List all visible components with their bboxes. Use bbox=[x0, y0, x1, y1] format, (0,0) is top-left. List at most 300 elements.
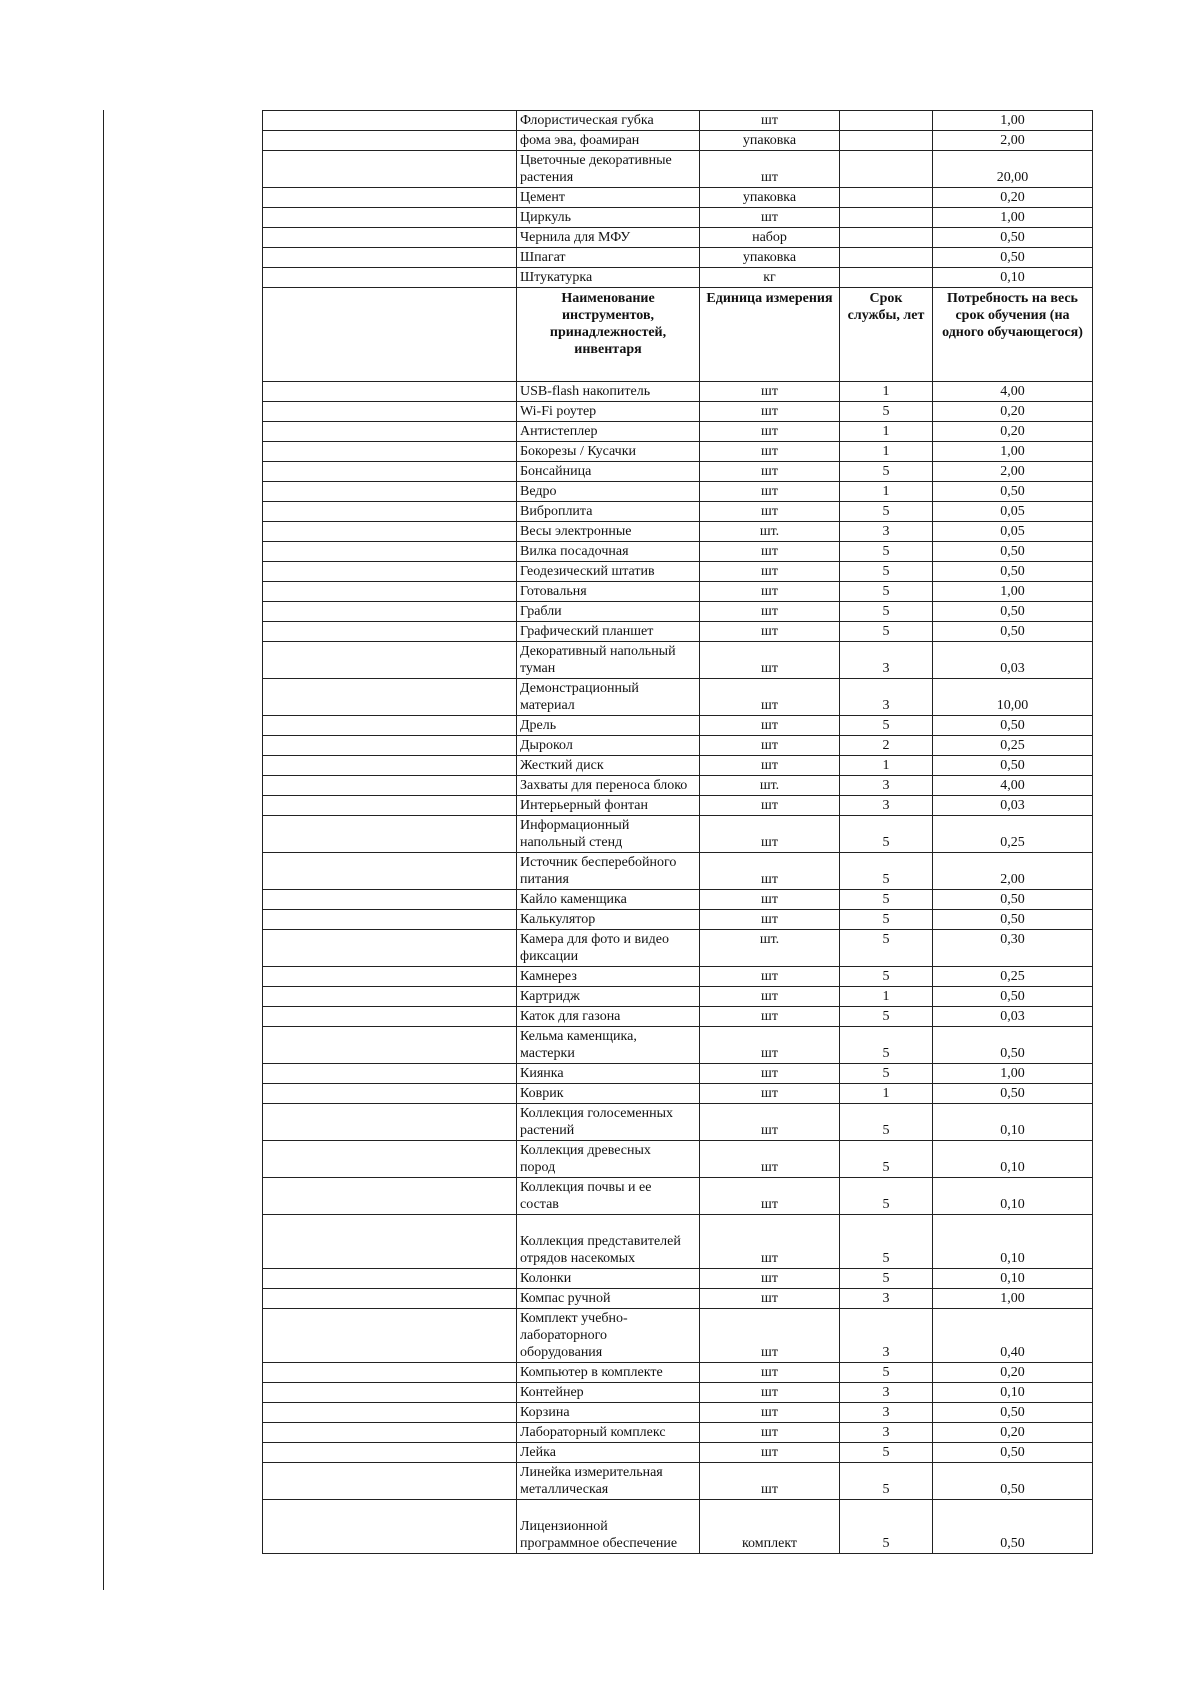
table-row bbox=[263, 910, 1093, 930]
item-name: Коллекция голосеменных растений bbox=[517, 1104, 700, 1141]
item-name: Источник бесперебойного питания bbox=[517, 853, 700, 890]
item-unit: шт bbox=[700, 151, 840, 188]
blank-cell bbox=[263, 228, 517, 248]
item-name: Циркуль bbox=[517, 208, 700, 228]
table-row bbox=[263, 930, 1093, 967]
item-service-life: 1 bbox=[840, 756, 933, 776]
item-service-life: 5 bbox=[840, 853, 933, 890]
item-name: Коврик bbox=[517, 1084, 700, 1104]
blank-cell bbox=[263, 1027, 517, 1064]
table-row bbox=[263, 582, 1093, 602]
item-name: Камера для фото и видео фиксации bbox=[517, 930, 700, 967]
table-row bbox=[263, 131, 1093, 151]
item-service-life bbox=[840, 111, 933, 131]
item-unit: шт bbox=[700, 642, 840, 679]
item-requirement: 1,00 bbox=[933, 208, 1093, 228]
item-service-life: 1 bbox=[840, 1084, 933, 1104]
blank-cell bbox=[263, 382, 517, 402]
blank-cell bbox=[263, 522, 517, 542]
table-row bbox=[263, 1084, 1093, 1104]
table-row bbox=[263, 1309, 1093, 1363]
item-unit: шт bbox=[700, 796, 840, 816]
table-row bbox=[263, 402, 1093, 422]
item-unit: шт bbox=[700, 1463, 840, 1500]
blank-cell bbox=[263, 1363, 517, 1383]
item-unit: шт bbox=[700, 679, 840, 716]
blank-cell bbox=[263, 1104, 517, 1141]
item-requirement: 0,20 bbox=[933, 1423, 1093, 1443]
blank-cell bbox=[263, 1309, 517, 1363]
blank-cell bbox=[263, 1289, 517, 1309]
item-requirement: 0,20 bbox=[933, 422, 1093, 442]
item-name: Грабли bbox=[517, 602, 700, 622]
table-row bbox=[263, 1423, 1093, 1443]
blank-cell bbox=[263, 930, 517, 967]
table-row bbox=[263, 1463, 1093, 1500]
table-row bbox=[263, 890, 1093, 910]
item-name: Коллекция почвы и ее состав bbox=[517, 1178, 700, 1215]
item-requirement: 0,10 bbox=[933, 1215, 1093, 1269]
item-requirement: 0,50 bbox=[933, 228, 1093, 248]
item-name: Wi-Fi роутер bbox=[517, 402, 700, 422]
item-name: Кельма каменщика, мастерки bbox=[517, 1027, 700, 1064]
item-unit: упаковка bbox=[700, 131, 840, 151]
item-unit: шт bbox=[700, 1269, 840, 1289]
blank-cell bbox=[263, 151, 517, 188]
item-name: Каток для газона bbox=[517, 1007, 700, 1027]
table-row bbox=[263, 1383, 1093, 1403]
item-requirement: 2,00 bbox=[933, 462, 1093, 482]
item-requirement: 0,03 bbox=[933, 642, 1093, 679]
item-unit: шт bbox=[700, 1309, 840, 1363]
table-row bbox=[263, 1363, 1093, 1383]
item-service-life: 5 bbox=[840, 1178, 933, 1215]
item-unit: кг bbox=[700, 268, 840, 288]
item-service-life: 5 bbox=[840, 1007, 933, 1027]
item-requirement: 1,00 bbox=[933, 582, 1093, 602]
item-service-life: 3 bbox=[840, 796, 933, 816]
blank-cell bbox=[263, 1064, 517, 1084]
item-unit: шт bbox=[700, 910, 840, 930]
item-unit: шт bbox=[700, 1403, 840, 1423]
table-row bbox=[263, 756, 1093, 776]
item-requirement: 20,00 bbox=[933, 151, 1093, 188]
item-unit: шт bbox=[700, 967, 840, 987]
blank-cell bbox=[263, 1463, 517, 1500]
item-requirement: 10,00 bbox=[933, 679, 1093, 716]
item-unit: шт bbox=[700, 208, 840, 228]
blank-cell bbox=[263, 679, 517, 716]
table-row bbox=[263, 502, 1093, 522]
table-row bbox=[263, 816, 1093, 853]
item-requirement: 0,50 bbox=[933, 248, 1093, 268]
item-requirement: 0,10 bbox=[933, 1383, 1093, 1403]
table-row bbox=[263, 1141, 1093, 1178]
item-name: Линейка измерительная металлическая bbox=[517, 1463, 700, 1500]
item-name: Камнерез bbox=[517, 967, 700, 987]
table-row bbox=[263, 679, 1093, 716]
item-service-life: 5 bbox=[840, 716, 933, 736]
table-row bbox=[263, 208, 1093, 228]
blank-cell bbox=[263, 1500, 517, 1554]
table-row bbox=[263, 602, 1093, 622]
item-name: Штукатурка bbox=[517, 268, 700, 288]
item-unit: шт bbox=[700, 602, 840, 622]
item-service-life: 5 bbox=[840, 1463, 933, 1500]
blank-cell bbox=[263, 1215, 517, 1269]
item-service-life: 5 bbox=[840, 910, 933, 930]
item-unit: шт bbox=[700, 582, 840, 602]
item-requirement: 0,50 bbox=[933, 482, 1093, 502]
item-service-life: 5 bbox=[840, 1215, 933, 1269]
item-unit: шт bbox=[700, 890, 840, 910]
item-name: Бокорезы / Кусачки bbox=[517, 442, 700, 462]
item-service-life: 5 bbox=[840, 1027, 933, 1064]
table-row bbox=[263, 796, 1093, 816]
blank-cell bbox=[263, 502, 517, 522]
item-unit: шт bbox=[700, 462, 840, 482]
item-name: Шпагат bbox=[517, 248, 700, 268]
item-service-life: 5 bbox=[840, 582, 933, 602]
item-requirement: 0,50 bbox=[933, 622, 1093, 642]
item-requirement: 0,50 bbox=[933, 890, 1093, 910]
item-service-life: 3 bbox=[840, 1423, 933, 1443]
item-service-life: 3 bbox=[840, 1289, 933, 1309]
item-name: Картридж bbox=[517, 987, 700, 1007]
item-requirement: 0,20 bbox=[933, 402, 1093, 422]
item-unit: упаковка bbox=[700, 188, 840, 208]
item-name: Колонки bbox=[517, 1269, 700, 1289]
blank-cell bbox=[263, 736, 517, 756]
table-row bbox=[263, 248, 1093, 268]
item-service-life: 5 bbox=[840, 562, 933, 582]
item-unit: шт bbox=[700, 987, 840, 1007]
item-requirement: 0,50 bbox=[933, 910, 1093, 930]
item-unit: шт bbox=[700, 1289, 840, 1309]
item-name: Лицензионной программное обеспечение bbox=[517, 1500, 700, 1554]
item-requirement: 1,00 bbox=[933, 1064, 1093, 1084]
item-unit: шт bbox=[700, 1383, 840, 1403]
item-unit: шт bbox=[700, 1178, 840, 1215]
item-name: Калькулятор bbox=[517, 910, 700, 930]
item-service-life: 5 bbox=[840, 1443, 933, 1463]
table-row bbox=[263, 268, 1093, 288]
table-row bbox=[263, 382, 1093, 402]
item-service-life: 5 bbox=[840, 816, 933, 853]
item-requirement: 0,10 bbox=[933, 1141, 1093, 1178]
item-service-life: 3 bbox=[840, 679, 933, 716]
item-service-life: 5 bbox=[840, 1104, 933, 1141]
blank-cell bbox=[263, 776, 517, 796]
blank-cell bbox=[263, 1007, 517, 1027]
blank-cell bbox=[263, 542, 517, 562]
item-name: Интерьерный фонтан bbox=[517, 796, 700, 816]
item-unit: шт bbox=[700, 1084, 840, 1104]
item-service-life bbox=[840, 208, 933, 228]
item-unit: шт bbox=[700, 1027, 840, 1064]
item-service-life: 5 bbox=[840, 1363, 933, 1383]
table-row bbox=[263, 716, 1093, 736]
table-row bbox=[263, 987, 1093, 1007]
item-name: Информационный напольный стенд bbox=[517, 816, 700, 853]
item-unit: комплект bbox=[700, 1500, 840, 1554]
blank-cell bbox=[263, 622, 517, 642]
table-row bbox=[263, 1007, 1093, 1027]
item-requirement: 2,00 bbox=[933, 131, 1093, 151]
item-service-life: 5 bbox=[840, 1064, 933, 1084]
item-unit: шт bbox=[700, 1443, 840, 1463]
table-row bbox=[263, 1178, 1093, 1215]
blank-cell bbox=[263, 188, 517, 208]
table-row bbox=[263, 1443, 1093, 1463]
item-name: Кайло каменщика bbox=[517, 890, 700, 910]
blank-cell bbox=[263, 582, 517, 602]
item-unit: шт bbox=[700, 1104, 840, 1141]
item-service-life bbox=[840, 268, 933, 288]
item-unit: шт bbox=[700, 111, 840, 131]
item-service-life: 5 bbox=[840, 1141, 933, 1178]
blank-cell bbox=[263, 1178, 517, 1215]
item-service-life: 1 bbox=[840, 987, 933, 1007]
item-requirement: 0,20 bbox=[933, 188, 1093, 208]
item-name: Цветочные декоративные растения bbox=[517, 151, 700, 188]
item-unit: шт bbox=[700, 1007, 840, 1027]
item-service-life: 5 bbox=[840, 602, 933, 622]
table-row bbox=[263, 622, 1093, 642]
item-unit: шт bbox=[700, 716, 840, 736]
item-name: Комплект учебно- лабораторного оборудования bbox=[517, 1309, 700, 1363]
tools-header-row bbox=[263, 288, 1093, 382]
table-row bbox=[263, 1269, 1093, 1289]
item-requirement: 0,50 bbox=[933, 542, 1093, 562]
item-service-life: 1 bbox=[840, 482, 933, 502]
item-name: Весы электронные bbox=[517, 522, 700, 542]
item-name: фома эва, фоамиран bbox=[517, 131, 700, 151]
blank-cell bbox=[263, 442, 517, 462]
item-name: Компас ручной bbox=[517, 1289, 700, 1309]
item-unit: шт bbox=[700, 1363, 840, 1383]
item-name: Коллекция представителей отрядов насекомых bbox=[517, 1215, 700, 1269]
item-service-life: 3 bbox=[840, 776, 933, 796]
item-service-life: 5 bbox=[840, 967, 933, 987]
item-name: Лабораторный комплекс bbox=[517, 1423, 700, 1443]
item-requirement: 0,30 bbox=[933, 930, 1093, 967]
item-requirement: 0,05 bbox=[933, 522, 1093, 542]
item-requirement: 0,50 bbox=[933, 602, 1093, 622]
item-service-life bbox=[840, 188, 933, 208]
item-requirement: 0,50 bbox=[933, 1500, 1093, 1554]
table-row bbox=[263, 462, 1093, 482]
table-row bbox=[263, 562, 1093, 582]
item-requirement: 1,00 bbox=[933, 442, 1093, 462]
item-service-life bbox=[840, 228, 933, 248]
item-name: Киянка bbox=[517, 1064, 700, 1084]
item-requirement: 0,50 bbox=[933, 1443, 1093, 1463]
item-service-life: 5 bbox=[840, 462, 933, 482]
table-row bbox=[263, 111, 1093, 131]
item-service-life: 3 bbox=[840, 1383, 933, 1403]
item-service-life: 1 bbox=[840, 382, 933, 402]
item-requirement: 4,00 bbox=[933, 382, 1093, 402]
item-name: Дырокол bbox=[517, 736, 700, 756]
table-row bbox=[263, 967, 1093, 987]
item-requirement: 0,50 bbox=[933, 987, 1093, 1007]
item-requirement: 0,50 bbox=[933, 1463, 1093, 1500]
item-unit: шт bbox=[700, 1215, 840, 1269]
item-name: Чернила для МФУ bbox=[517, 228, 700, 248]
blank-cell bbox=[263, 562, 517, 582]
item-name: Компьютер в комплекте bbox=[517, 1363, 700, 1383]
item-requirement: 0,50 bbox=[933, 562, 1093, 582]
table-row bbox=[263, 1064, 1093, 1084]
item-name: Виброплита bbox=[517, 502, 700, 522]
item-requirement: 0,50 bbox=[933, 716, 1093, 736]
item-service-life: 3 bbox=[840, 1403, 933, 1423]
blank-cell bbox=[263, 288, 517, 382]
table-row bbox=[263, 736, 1093, 756]
item-name: Графический планшет bbox=[517, 622, 700, 642]
item-unit: шт bbox=[700, 1423, 840, 1443]
item-name: Жесткий диск bbox=[517, 756, 700, 776]
item-requirement: 0,40 bbox=[933, 1309, 1093, 1363]
blank-cell bbox=[263, 1403, 517, 1423]
item-unit: шт bbox=[700, 402, 840, 422]
blank-cell bbox=[263, 853, 517, 890]
item-unit: шт bbox=[700, 756, 840, 776]
item-unit: шт. bbox=[700, 776, 840, 796]
item-requirement: 0,10 bbox=[933, 268, 1093, 288]
item-service-life: 5 bbox=[840, 930, 933, 967]
item-unit: шт bbox=[700, 502, 840, 522]
item-name: Дрель bbox=[517, 716, 700, 736]
item-name: Ведро bbox=[517, 482, 700, 502]
blank-cell bbox=[263, 1141, 517, 1178]
item-service-life: 5 bbox=[840, 542, 933, 562]
table-row bbox=[263, 228, 1093, 248]
item-name: Бонсайница bbox=[517, 462, 700, 482]
table-row bbox=[263, 482, 1093, 502]
blank-cell bbox=[263, 268, 517, 288]
item-unit: упаковка bbox=[700, 248, 840, 268]
item-service-life: 1 bbox=[840, 422, 933, 442]
item-service-life: 5 bbox=[840, 890, 933, 910]
table-row bbox=[263, 442, 1093, 462]
item-requirement: 0,25 bbox=[933, 816, 1093, 853]
table-row bbox=[263, 776, 1093, 796]
item-service-life bbox=[840, 248, 933, 268]
item-name: Декоративный напольный туман bbox=[517, 642, 700, 679]
blank-cell bbox=[263, 756, 517, 776]
item-service-life: 5 bbox=[840, 1269, 933, 1289]
blank-cell bbox=[263, 1423, 517, 1443]
item-unit: набор bbox=[700, 228, 840, 248]
item-unit: шт bbox=[700, 562, 840, 582]
item-service-life: 3 bbox=[840, 1309, 933, 1363]
blank-cell bbox=[263, 967, 517, 987]
tools-section bbox=[263, 382, 1093, 1554]
blank-cell bbox=[263, 910, 517, 930]
table-row bbox=[263, 1027, 1093, 1064]
table-row bbox=[263, 642, 1093, 679]
item-requirement: 0,50 bbox=[933, 1084, 1093, 1104]
item-requirement: 1,00 bbox=[933, 1289, 1093, 1309]
table-row bbox=[263, 1403, 1093, 1423]
item-requirement: 0,03 bbox=[933, 1007, 1093, 1027]
table-row bbox=[263, 542, 1093, 562]
table-row bbox=[263, 188, 1093, 208]
table-row bbox=[263, 522, 1093, 542]
item-requirement: 0,10 bbox=[933, 1104, 1093, 1141]
item-unit: шт. bbox=[700, 522, 840, 542]
blank-cell bbox=[263, 890, 517, 910]
table-row bbox=[263, 422, 1093, 442]
item-requirement: 0,05 bbox=[933, 502, 1093, 522]
item-unit: шт bbox=[700, 542, 840, 562]
item-unit: шт bbox=[700, 422, 840, 442]
blank-cell bbox=[263, 1383, 517, 1403]
item-name: Коллекция древесных пород bbox=[517, 1141, 700, 1178]
item-service-life: 5 bbox=[840, 622, 933, 642]
blank-cell bbox=[263, 111, 517, 131]
item-requirement: 0,10 bbox=[933, 1269, 1093, 1289]
item-requirement: 1,00 bbox=[933, 111, 1093, 131]
item-name: Геодезический штатив bbox=[517, 562, 700, 582]
item-name: Корзина bbox=[517, 1403, 700, 1423]
blank-cell bbox=[263, 987, 517, 1007]
header-need: Потребность на весь срок обучения (на одного обучающегося) bbox=[933, 288, 1093, 382]
item-name: Цемент bbox=[517, 188, 700, 208]
blank-cell bbox=[263, 602, 517, 622]
item-name: Готовальня bbox=[517, 582, 700, 602]
table-row bbox=[263, 151, 1093, 188]
header-unit: Единица измерения bbox=[700, 288, 840, 382]
blank-cell bbox=[263, 422, 517, 442]
item-name: USB-flash накопитель bbox=[517, 382, 700, 402]
blank-cell bbox=[263, 462, 517, 482]
item-unit: шт bbox=[700, 736, 840, 756]
item-name: Флористическая губка bbox=[517, 111, 700, 131]
item-requirement: 4,00 bbox=[933, 776, 1093, 796]
item-requirement: 0,50 bbox=[933, 1403, 1093, 1423]
blank-cell bbox=[263, 796, 517, 816]
item-unit: шт bbox=[700, 382, 840, 402]
left-margin-rule bbox=[103, 110, 104, 1590]
item-requirement: 0,50 bbox=[933, 1027, 1093, 1064]
item-service-life: 3 bbox=[840, 522, 933, 542]
blank-cell bbox=[263, 1443, 517, 1463]
item-service-life: 3 bbox=[840, 642, 933, 679]
blank-cell bbox=[263, 482, 517, 502]
blank-cell bbox=[263, 402, 517, 422]
blank-cell bbox=[263, 1084, 517, 1104]
blank-cell bbox=[263, 208, 517, 228]
blank-cell bbox=[263, 816, 517, 853]
item-name: Контейнер bbox=[517, 1383, 700, 1403]
table-row bbox=[263, 853, 1093, 890]
tools-header-section bbox=[263, 288, 1093, 382]
blank-cell bbox=[263, 131, 517, 151]
item-service-life: 5 bbox=[840, 402, 933, 422]
requirements-table bbox=[262, 110, 1093, 1554]
item-unit: шт bbox=[700, 1064, 840, 1084]
item-name: Вилка посадочная bbox=[517, 542, 700, 562]
table-row bbox=[263, 1215, 1093, 1269]
item-service-life: 1 bbox=[840, 442, 933, 462]
item-requirement: 0,25 bbox=[933, 736, 1093, 756]
blank-cell bbox=[263, 642, 517, 679]
blank-cell bbox=[263, 716, 517, 736]
item-requirement: 0,50 bbox=[933, 756, 1093, 776]
